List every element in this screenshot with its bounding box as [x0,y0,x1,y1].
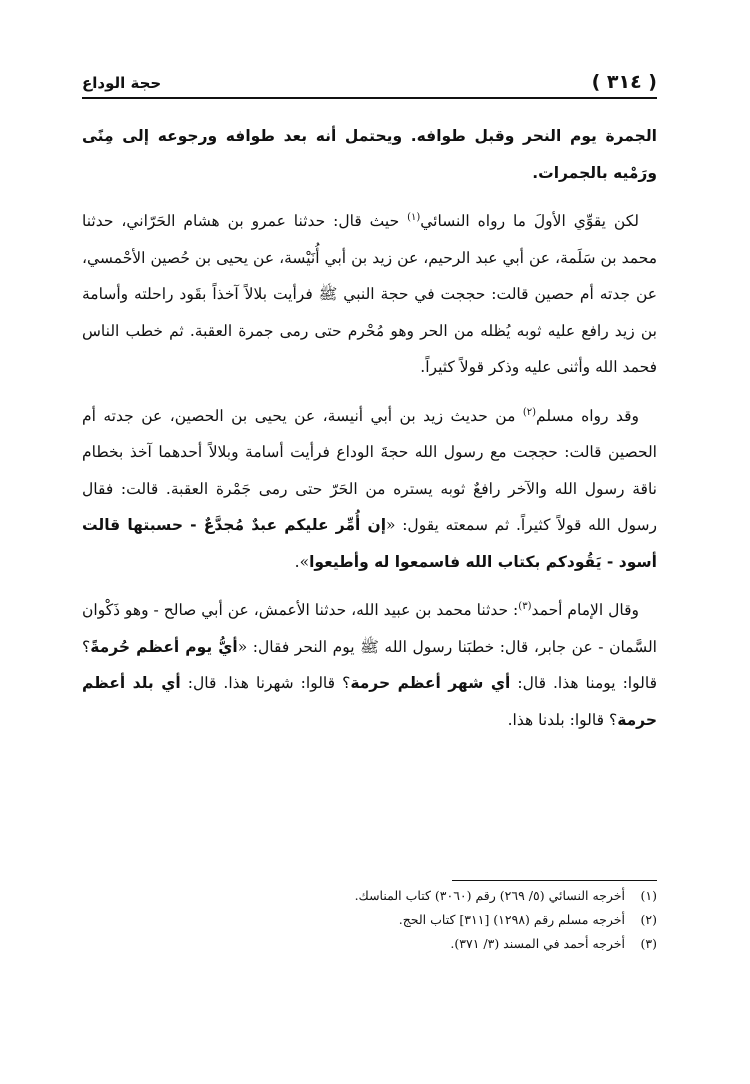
paragraph-2 [82,203,657,386]
hadith-quote: إن أُمِّر عليكم عبدٌ مُجدَّعٌ - حسبتها قالت أسود - يَقُودكم بكتاب الله فاسمعوا له وأطيعوا [82,516,657,571]
paragraph-3-text-b: من حديث زيد بن أبي أنيسة، عن يحيى بن الحصين، عن جدته أم الحصين قالت: حججت مع رسول الله حجةَ الوداع فرأيت أسامة وبلالاً أحدهما آخذ بخطام ناقة رسول الله والآخر رافعٌ ثوبه يستره من الحَرّ حتى رمى جَمْرة العقبة. قالت: فقال رسول الله قولاً كثيراً. ثم سمعته يقول: « [82,406,657,534]
hadith-question-month: أي شهر أعظم حرمة [350,674,511,692]
paragraph-2-text-b: حيث قال: حدثنا عمرو بن هشام الحَرّاني، حدثنا محمد بن سَلَمة، عن أبي عبد الرحيم، عن زيد بن أبي أُنَيْسة، عن يحيى بن حُصين الأحْمسي، عن جدته أم حصين قالت: حججت في حجة النبي ﷺ فرأيت بلالاً آخذاً بقَود راحلته وأسامة بن زيد رافع عليه ثوبه يُظله من الحر وهو مُحْرم حتى رمى جمرة العقبة. ثم خطب الناس فحمد الله وأثنى عليه وذكر قولاً كثيراً. [82,212,657,376]
footnote-number: (٣) [640,936,657,951]
paragraph-4 [82,592,657,738]
header-rule [82,97,657,99]
hadith-question-land: أي بلد أعظم حرمة [82,674,657,729]
footnote-rule [452,880,657,881]
paragraph-4-text-e: ؟ قالوا: بلدنا هذا. [507,710,618,729]
paragraph-4-text-c: ؟ قالوا: يومنا هذا. قال: [82,637,657,692]
paragraph-4-text-b: : حدثنا محمد بن عبيد الله، حدثنا الأعمش، عن أبي صالح - وهو ذَكْوان السَّمان - عن جابر، قال: خطبَنا رسول الله ﷺ يوم النحر فقال: « [82,601,657,656]
paragraph-4-text-a: وقال الإمام أحمد [531,601,639,619]
paragraph-4-text-d: ؟ قالوا: شهرنا هذا. قال: [180,674,351,692]
page-number: ( ٣١٤ ) [591,71,657,93]
running-title: حجة الوداع [82,74,162,92]
page-header [82,70,657,96]
paragraph-3-text-c: ». [294,552,310,571]
footnote-text: أخرجه أحمد في المسند (٣/ ٣٧١). [450,936,625,951]
footnote-ref-3: (٣) [518,600,532,612]
hadith-question-day: أيُّ يوم أعظم حُرمةً [90,637,238,656]
footnote-number: (١) [640,888,657,903]
footnote-ref-2: (٢) [522,406,537,418]
footnote-3 [82,932,657,956]
footnote-text: أخرجه مسلم رقم (١٢٩٨) [٣١١] كتاب الحج. [398,912,625,927]
footnote-ref-1: (١) [407,211,421,223]
paragraph-1: الجمرة يوم النحر وقبل طوافه. ويحتمل أنه بعد طوافه ورجوعه إلى مِنًى ورَمْيه بالجمرات. [82,127,657,182]
footnote-number: (٢) [640,912,657,927]
paragraph-2-text-a: لكن يقوِّي الأولَ ما رواه النسائي [420,212,639,230]
main-text [82,118,657,738]
paragraph-3 [82,398,657,581]
footnote-2 [82,908,657,932]
footnote-text: أخرجه النسائي (٥/ ٢٦٩) رقم (٣٠٦٠) كتاب المناسك. [354,888,625,903]
footnote-1 [82,884,657,908]
footnotes [82,884,657,956]
paragraph-3-text-a: وقد رواه مسلم [536,406,639,425]
